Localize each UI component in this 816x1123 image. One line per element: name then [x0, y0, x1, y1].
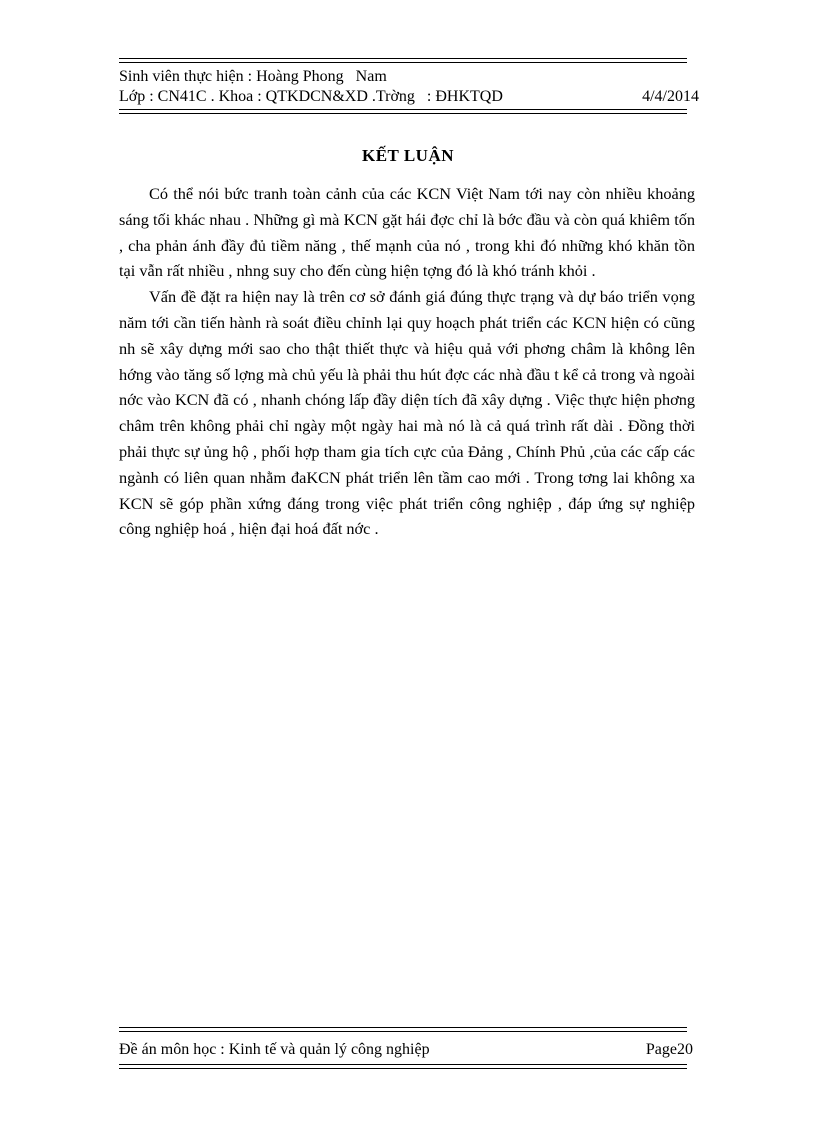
footer-course: Đề án môn học : Kinh tế và quản lý công nghiệp — [119, 1041, 430, 1058]
header-rule-top — [119, 58, 687, 63]
paragraph: Vấn đề đặt ra hiện nay là trên cơ sở đánh giá đúng thực trạng và dự báo triển vọng năm tới cần tiến hành rà soát điều chỉnh lại quy hoạch phát triển các KCN hiện có cũng nh sẽ xây dựng mới sao cho thật thiết thực và hiệu quả với phơng châm là không lên hớng vào tăng số lợng mà chủ yếu là phải thu hút đợc các nhà đầu t kể cả trong và ngoài nớc vào KCN đã có , nhanh chóng lấp đầy diện tích đã xây dựng . Việc thực hiện phơng châm trên không phải chỉ ngày một ngày hai mà nó là cả quá trình rất dài . Đồng thời phải thực sự ủng hộ , phối hợp tham gia tích cực của Đảng , Chính Phủ ,của các cấp các ngành có liên quan nhằm đaKCN phát triển lên tầm cao mới . Trong tơng lai không xa KCN sẽ góp phần xứng đáng trong việc phát triển công nghiệp , đáp ứng sự nghiệp công nghiệp hoá , hiện đại hoá đất nớc . — [119, 287, 695, 539]
footer-rule-top — [119, 1027, 687, 1032]
class-info: Lớp : CN41C . Khoa : QTKDCN&XD .Trờng : ĐHKTQD — [119, 88, 503, 105]
page-title: KẾT LUẬN — [361, 146, 454, 165]
body-text — [119, 181, 695, 542]
footer-line — [119, 1040, 693, 1060]
paragraph: Có thể nói bức tranh toàn cảnh của các KCN Việt Nam tới nay còn nhiều khoảng sáng tối khác nhau . Những gì mà KCN gặt hái đợc chỉ là bớc đầu và còn quá khiêm tốn , cha phản ánh đầy đủ tiềm năng , thế mạnh của nó , trong khi đó những khó khăn tồn tại vẫn rất nhiều , nhng suy cho đến cùng hiện tợng đó là khó tránh khỏi . — [119, 184, 695, 281]
student-name: Sinh viên thực hiện : Hoàng Phong Nam — [119, 68, 387, 85]
page-number: Page20 — [645, 1041, 693, 1058]
header-class-line — [119, 87, 699, 107]
footer-rule-bottom — [119, 1064, 687, 1069]
header-date: 4/4/2014 — [642, 88, 699, 105]
header-student-line — [119, 67, 699, 87]
header-rule-bottom — [119, 109, 687, 114]
